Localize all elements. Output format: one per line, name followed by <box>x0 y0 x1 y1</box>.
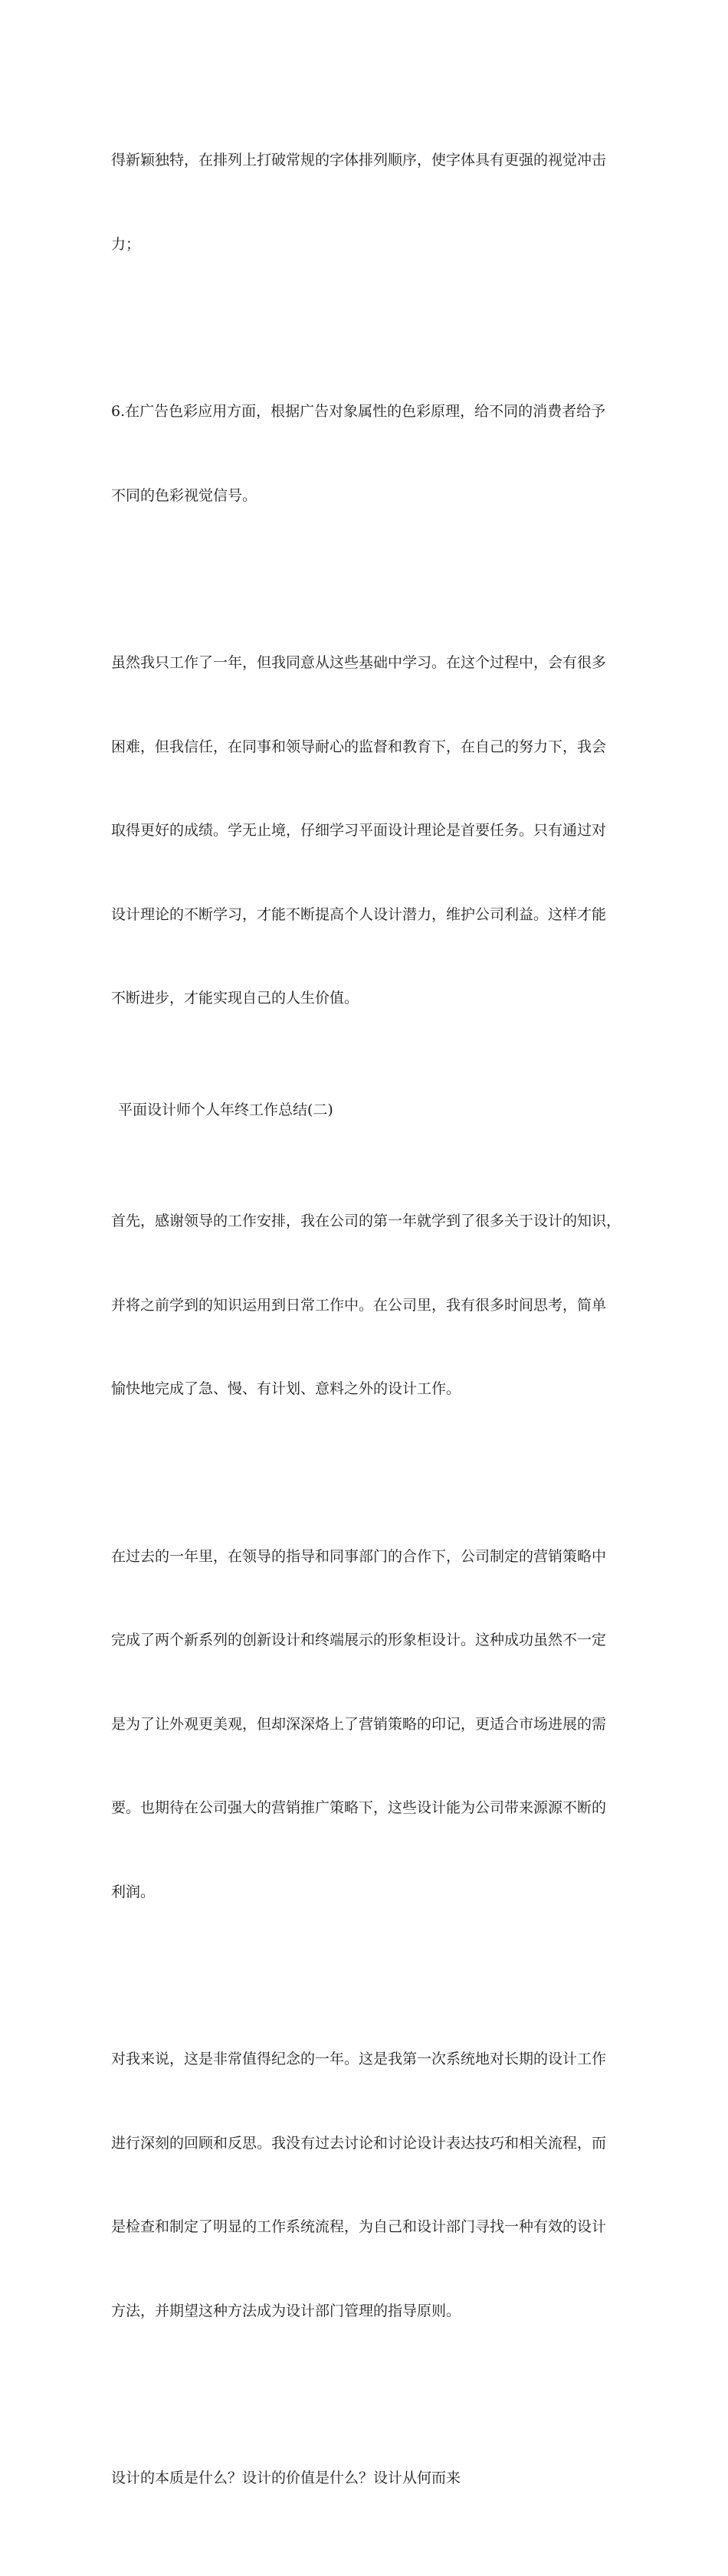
text-line: 愉快地完成了急、慢、有计划、意料之外的设计工作。 <box>111 1380 461 1397</box>
paragraph-past-year <box>111 1487 621 1962</box>
text-line: 在过去的一年里，在领导的指导和同事部门的合作下，公司制定的营销策略中 <box>111 1547 607 1565</box>
text-line: 6.在广告色彩应用方面，根据广告对象属性的色彩原理，给不同的消费者给予 <box>111 403 606 420</box>
paragraph-font-design <box>111 90 621 314</box>
text-line: 取得更好的成绩。学无止境，仔细学习平面设计理论是首要任务。只有通过对 <box>111 822 607 839</box>
section-title: 平面设计师个人年终工作总结(二) <box>118 1101 333 1118</box>
text-line: 设计的本质是什么？设计的价值是什么？设计从何而来 <box>111 2470 461 2486</box>
text-line: 得新颖独特，在排列上打破常规的字体排列顺序，使字体具有更强的视觉冲击 <box>111 152 607 169</box>
text-line: 是检查和制定了明显的工作系统流程，为自己和设计部门寻找一种有效的设计 <box>111 2218 607 2235</box>
text-line: 要。也期待在公司强大的营销推广策略下，这些设计能为公司带来源源不断的 <box>111 1799 607 1816</box>
text-line: 力； <box>111 235 141 253</box>
text-line: 困难，但我信任，在同事和领导耐心的监督和教育下，在自己的努力下，我会 <box>111 738 607 755</box>
paragraph-learning <box>111 593 621 1069</box>
text-line: 虽然我只工作了一年，但我同意从这些基础中学习。在这个过程中，会有很多 <box>111 654 607 671</box>
paragraph-questions <box>111 2408 621 2548</box>
paragraph-reflection <box>111 1989 621 2381</box>
text-line: 利润。 <box>111 1883 156 1900</box>
text-line: 不同的色彩视觉信号。 <box>111 486 257 504</box>
text-line: 进行深刻的回顾和反思。我没有过去讨论和讨论设计表达技巧和相关流程，而 <box>111 2134 607 2152</box>
text-line: 完成了两个新系列的创新设计和终端展示的形象柜设计。这种成功虽然不一定 <box>111 1632 607 1648</box>
text-line: 对我来说，这是非常值得纪念的一年。这是我第一次系统地对长期的设计工作 <box>111 2051 607 2067</box>
text-line: 方法，并期望这种方法成为设计部门管理的指导原则。 <box>111 2302 461 2319</box>
text-line: 设计理论的不断学习，才能不断提高个人设计潜力，维护公司利益。这样才能 <box>111 905 607 923</box>
text-line: 不断进步，才能实现自己的人生价值。 <box>111 990 359 1007</box>
text-line: 并将之前学到的知识运用到日常工作中。在公司里，我有很多时间思考，简单 <box>111 1296 607 1314</box>
paragraph-color-application <box>111 342 621 565</box>
paragraph-thanks <box>111 1151 621 1459</box>
text-line: 是为了让外观更美观，但却深深烙上了营销策略的印记，更适合市场进展的需 <box>111 1715 607 1733</box>
document-body <box>111 90 621 2576</box>
text-line: 首先，感谢领导的工作安排，我在公司的第一年就学到了很多关于设计的知识， <box>111 1213 621 1229</box>
